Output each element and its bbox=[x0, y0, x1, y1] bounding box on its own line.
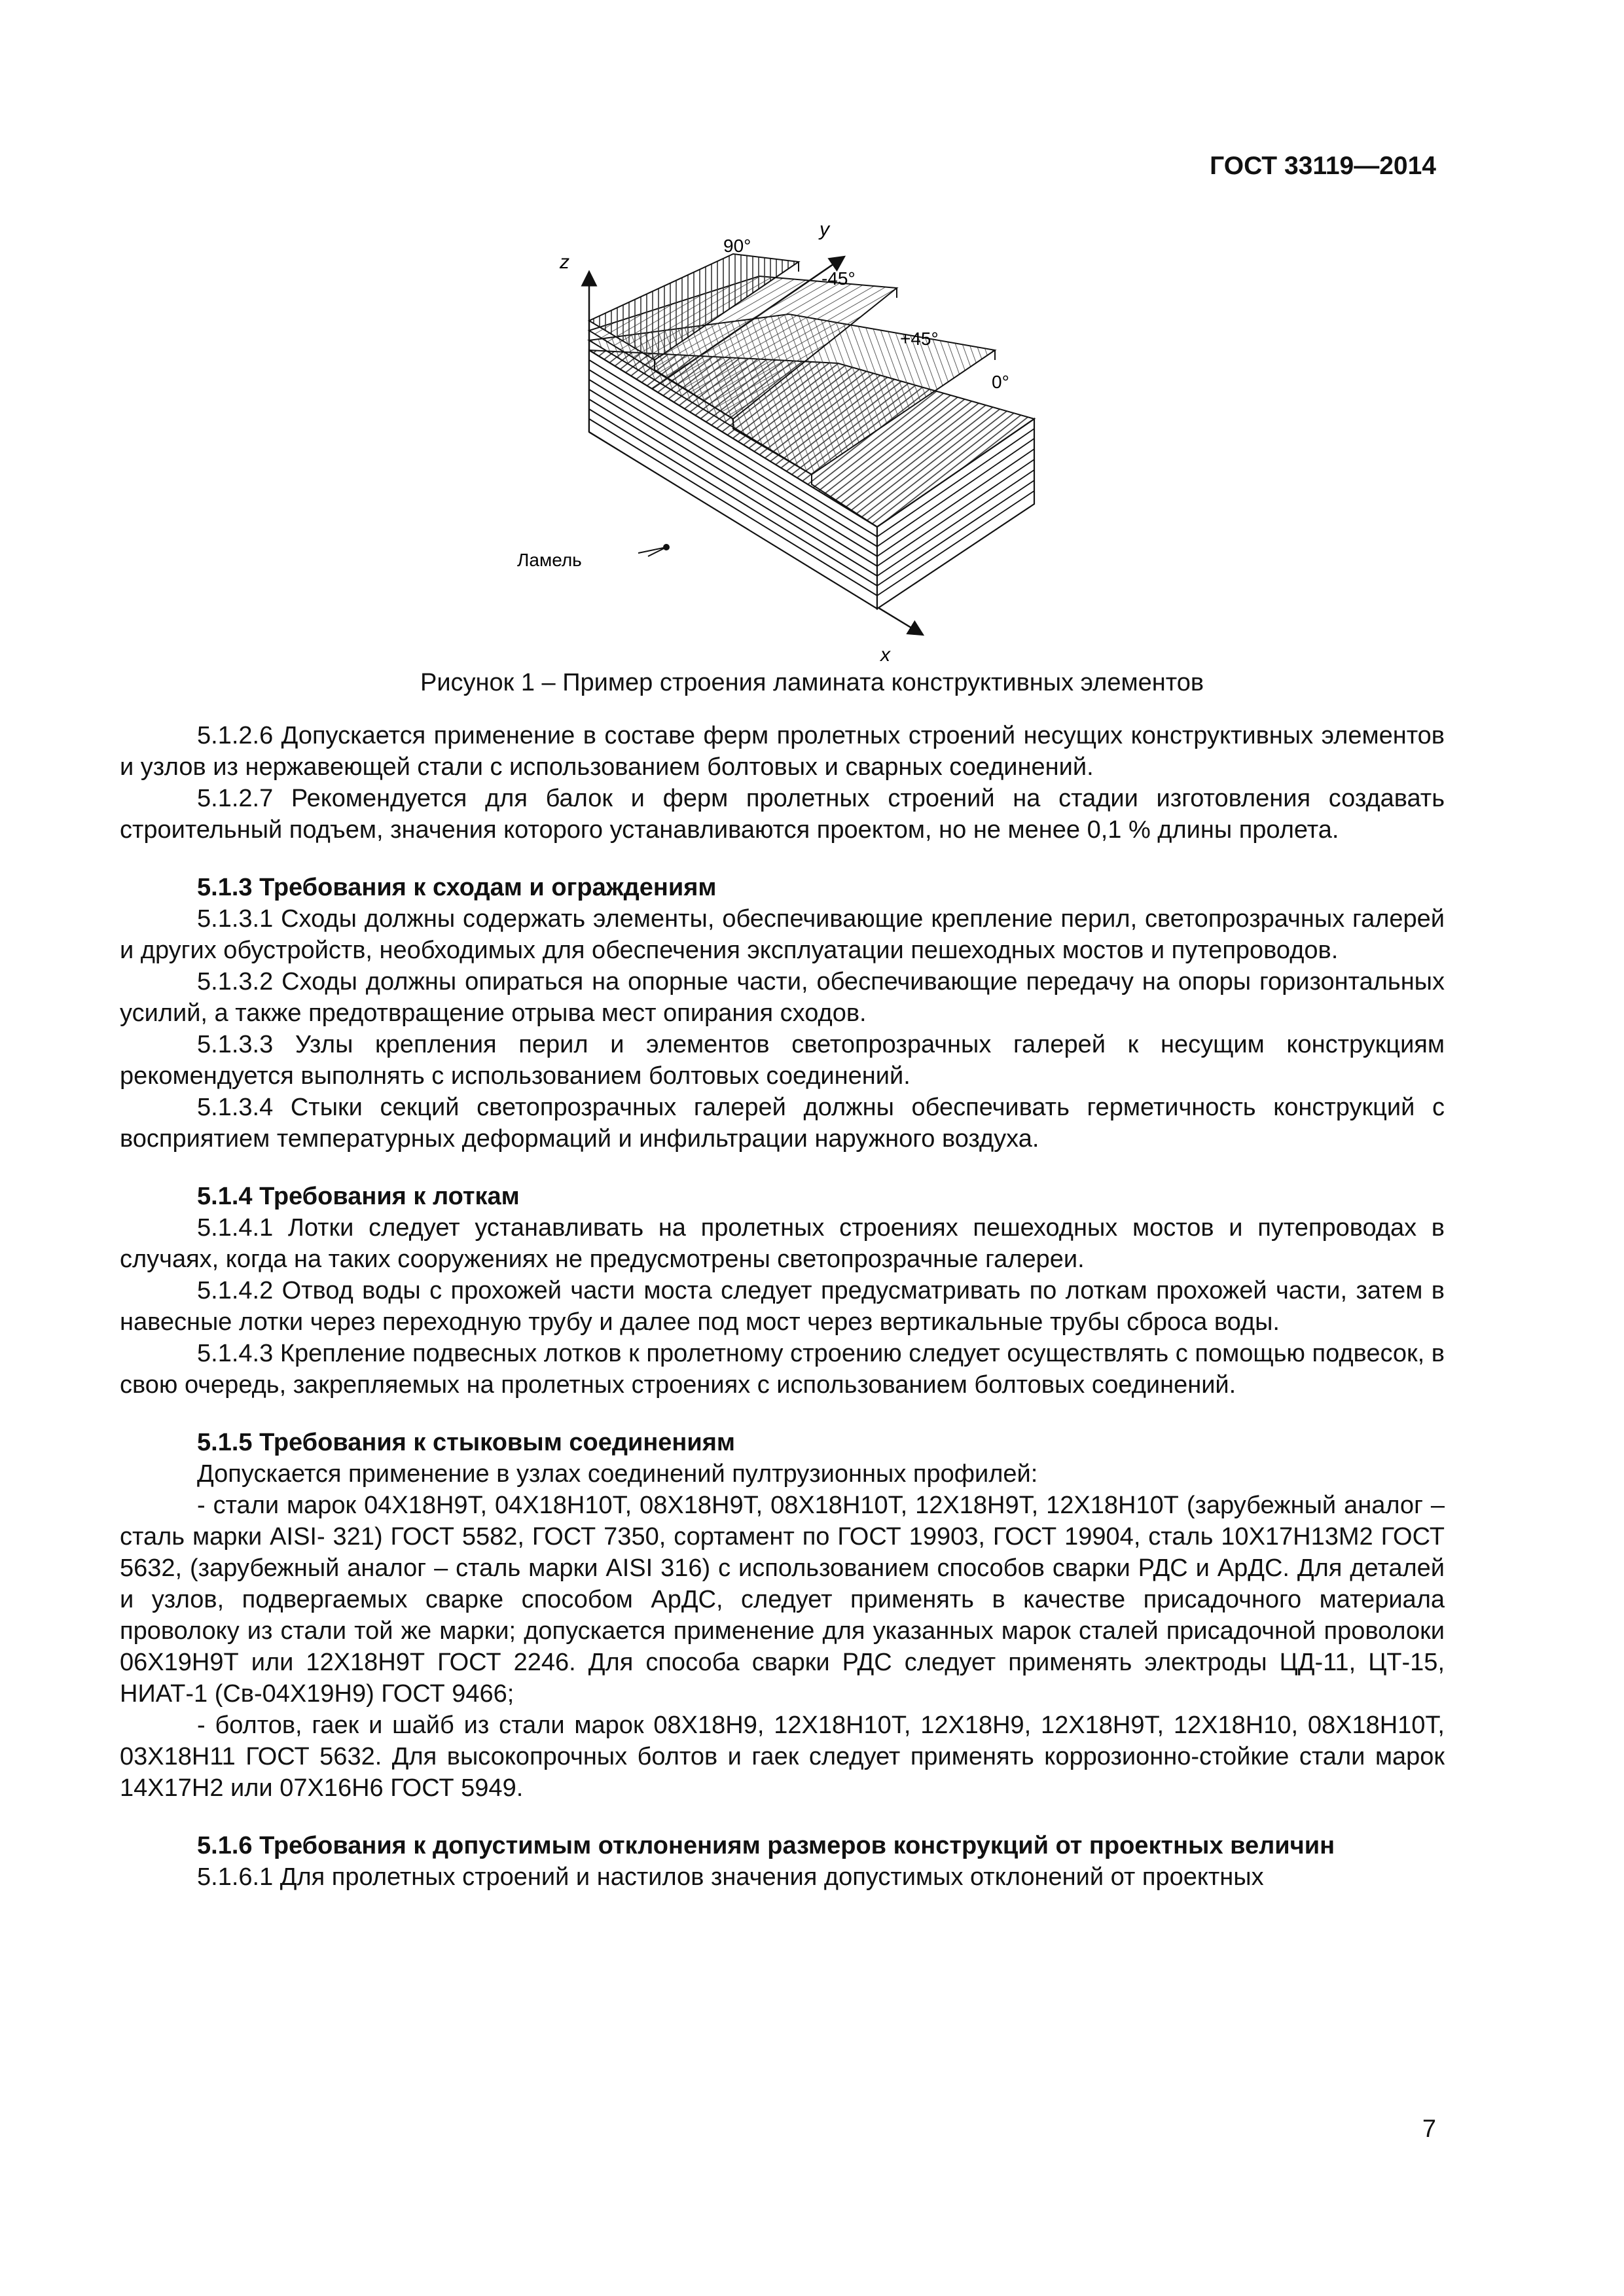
paragraph: - болтов, гаек и шайб из стали марок 08Х18Н9, 12Х18Н10Т, 12Х18Н9, 12Х18Н9Т, 12Х18Н10, 08Х18Н10Т, 03Х18Н11 ГОСТ 5632. Для высокопрочных болтов и гаек следует применять коррозионно-стойкие стали марок 14Х17Н2 или 07Х16Н6 ГОСТ 5949. bbox=[120, 1712, 1445, 1802]
paragraph: - стали марок 04Х18Н9Т, 04Х18Н10Т, 08Х18Н9Т, 08Х18Н10Т, 12Х18Н9Т, 12Х18Н10Т (зарубежный аналог – сталь марки AISI- 321) ГОСТ 5582, ГОСТ 7350, сортамент по ГОСТ 19903, ГОСТ 19904, сталь 10Х17Н13М2 ГОСТ 5632, (зарубежный аналог – сталь марки AISI 316) с использованием способов сварки РДС и АрДС. Для деталей и узлов, подвергаемых сварке способом АрДС, следует применять в качестве присадочного материала проволоку из стали той же марки; допускается применение для указанных марок сталей присадочной проволоки 06Х19Н9Т или 12Х18Н9Т ГОСТ 2246. Для способа сварки РДС следует применять электроды ЦД-11, ЦТ-15, НИАТ-1 (Св-04Х19Н9) ГОСТ 9466; bbox=[120, 1492, 1445, 1708]
section-heading: 5.1.4 Требования к лоткам bbox=[197, 1183, 520, 1210]
laminate-diagram bbox=[497, 216, 1113, 668]
paragraph: 5.1.3.1 Сходы должны содержать элементы, обеспечивающие крепление перил, светопрозрачных галерей и других обустройств, необходимых для обеспечения эксплуатации пешеходных мостов и путепроводов. bbox=[120, 905, 1445, 964]
y-axis-label: y bbox=[820, 219, 829, 240]
x-axis-label: x bbox=[880, 644, 890, 666]
paragraph: 5.1.3.2 Сходы должны опираться на опорные части, обеспечивающие передачу на опоры горизонтальных усилий, а также предотвращение отрыва мест опирания сходов. bbox=[120, 968, 1445, 1027]
paragraph: Допускается применение в узлах соединений пултрузионных профилей: bbox=[197, 1460, 1038, 1488]
paragraph: 5.1.6.1 Для пролетных строений и настилов значения допустимых отклонений от проектных bbox=[197, 1863, 1264, 1891]
lamel-label: Ламель bbox=[517, 550, 582, 570]
ply-label-90: 90° bbox=[723, 236, 751, 256]
section-heading: 5.1.5 Требования к стыковым соединениям bbox=[197, 1429, 736, 1456]
lamel-pointer bbox=[638, 547, 666, 553]
paragraph: 5.1.4.2 Отвод воды с прохожей части моста следует предусматривать по лоткам прохожей части, затем в навесные лотки через переходную трубу и далее под мост через вертикальные трубы сброса воды. bbox=[120, 1277, 1445, 1336]
paragraph: 5.1.4.1 Лотки следует устанавливать на пролетных строениях пешеходных мостов и путепроводах в случаях, когда на таких сооружениях не предусмотрены светопрозрачные галереи. bbox=[120, 1214, 1445, 1273]
section-heading: 5.1.6 Требования к допустимым отклонениям размеров конструкций от проектных величин bbox=[197, 1832, 1335, 1859]
ply-label-plus45: +45° bbox=[900, 329, 939, 349]
lamel-point bbox=[663, 544, 670, 550]
page-number: 7 bbox=[1422, 2115, 1436, 2143]
paragraph: 5.1.3.4 Стыки секций светопрозрачных галерей должны обеспечивать герметичность конструкций с восприятием температурных деформаций и инфильтрации наружного воздуха. bbox=[120, 1094, 1445, 1153]
paragraph: 5.1.4.3 Крепление подвесных лотков к пролетному строению следует осуществлять с помощью подвесок, в свою очередь, закрепляемых на пролетных строениях с использованием болтовых соединений. bbox=[120, 1340, 1445, 1399]
paragraph: 5.1.3.3 Узлы крепления перил и элементов светопрозрачных галерей к несущим конструкциям рекомендуется выполнять с использованием болтовых соединений. bbox=[120, 1031, 1445, 1090]
document-body bbox=[120, 720, 1445, 1893]
ply-label-0: 0° bbox=[992, 372, 1009, 392]
z-axis-label: z bbox=[560, 251, 569, 273]
figure-caption: Рисунок 1 – Пример строения ламината конструктивных элементов bbox=[420, 669, 1204, 696]
laminate-figure bbox=[497, 216, 1113, 668]
document-code: ГОСТ 33119—2014 bbox=[1210, 152, 1436, 180]
section-heading: 5.1.3 Требования к сходам и ограждениям bbox=[197, 874, 717, 901]
paragraph: 5.1.2.6 Допускается применение в составе ферм пролетных строений несущих конструктивных элементов и узлов из нержавеющей стали с использованием болтовых и сварных соединений. bbox=[120, 722, 1445, 781]
paragraph: 5.1.2.7 Рекомендуется для балок и ферм пролетных строений на стадии изготовления создавать строительный подъем, значения которого устанавливаются проектом, но не менее 0,1 % длины пролета. bbox=[120, 785, 1445, 844]
ply-label-minus45: -45° bbox=[821, 268, 856, 289]
